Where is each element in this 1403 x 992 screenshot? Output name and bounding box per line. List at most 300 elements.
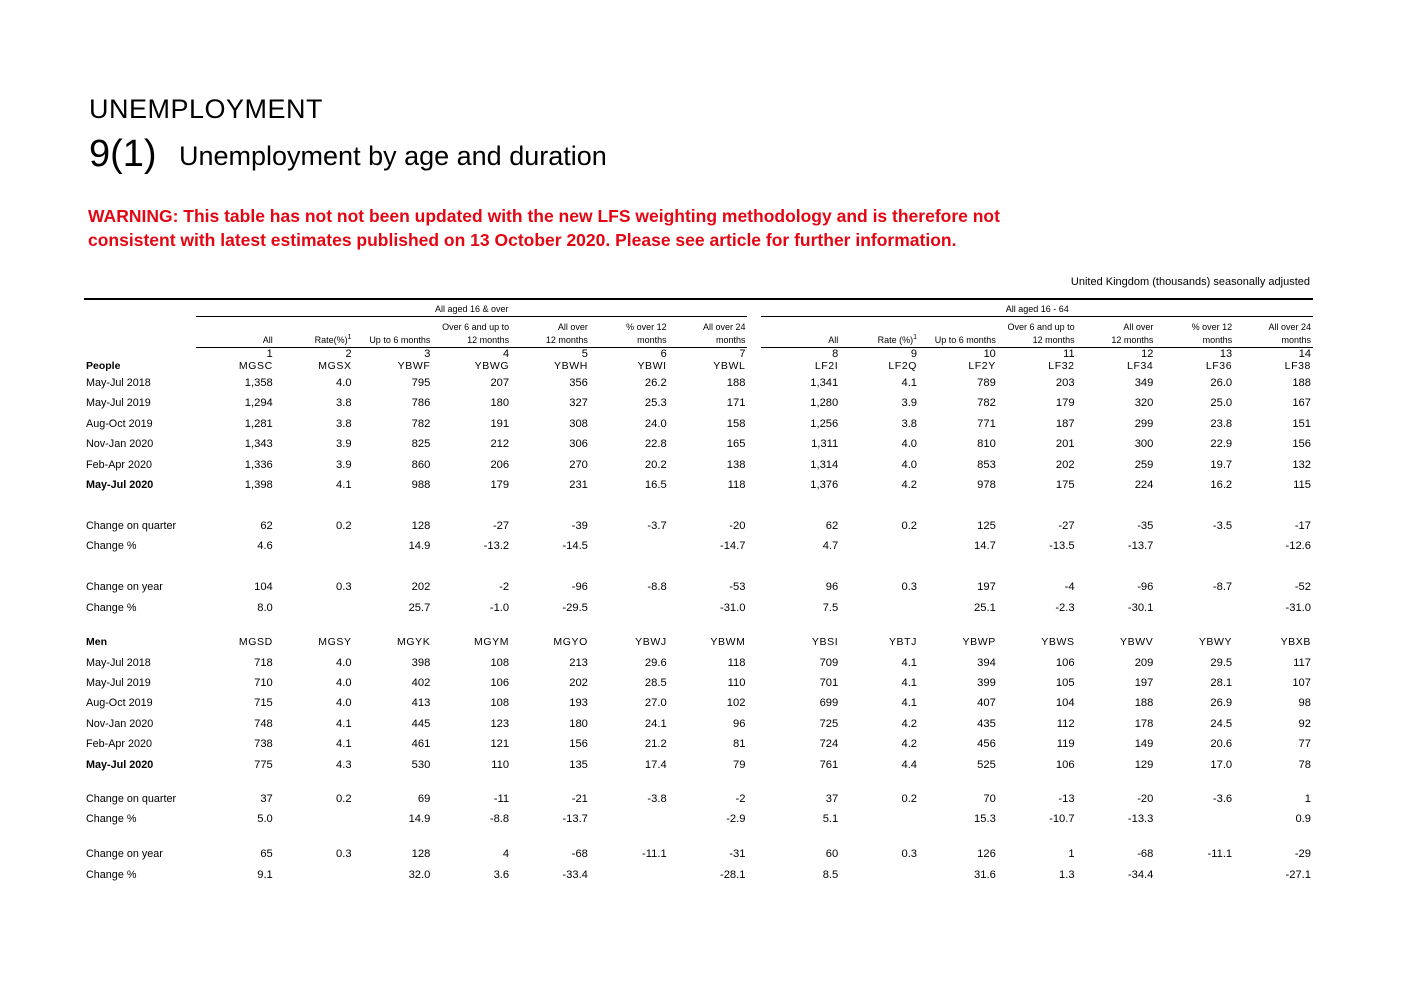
value-cell: 81 bbox=[733, 738, 746, 751]
spacer-cell bbox=[432, 775, 511, 789]
value-cell: 300 bbox=[1134, 438, 1154, 451]
value-cell: -33.4 bbox=[562, 868, 588, 881]
value-cell: -8.8 bbox=[489, 812, 510, 825]
table-row bbox=[84, 393, 1313, 413]
value-cell: 1,314 bbox=[810, 458, 839, 471]
value-cell: 105 bbox=[1055, 676, 1075, 689]
value-cell: 156 bbox=[1292, 438, 1311, 451]
value-cell: 165 bbox=[726, 438, 746, 451]
row-label: May-Jul 2019 bbox=[86, 676, 151, 689]
column-number-row bbox=[84, 348, 1313, 361]
value-cell: 771 bbox=[977, 417, 996, 430]
value-cell: 525 bbox=[977, 758, 996, 771]
value-cell: 188 bbox=[726, 377, 746, 389]
column-header-line: All over 24 bbox=[1268, 322, 1311, 332]
value-cell: 25.1 bbox=[974, 601, 996, 614]
spacer-cell bbox=[1155, 829, 1234, 844]
value-cell: -12.6 bbox=[1285, 540, 1311, 553]
value-cell: 128 bbox=[411, 848, 431, 861]
value-cell: 60 bbox=[825, 848, 839, 861]
value-cell: 110 bbox=[491, 758, 510, 771]
column-header-line: 12 months bbox=[545, 335, 588, 345]
value-cell: 4.1 bbox=[901, 377, 918, 389]
series-code: MGSD bbox=[238, 635, 273, 648]
value-cell: -13.7 bbox=[562, 812, 588, 825]
spacer-cell bbox=[1234, 618, 1313, 632]
value-cell: 151 bbox=[1292, 417, 1311, 430]
section-label: Men bbox=[86, 635, 107, 648]
value-cell: 308 bbox=[569, 417, 588, 430]
value-cell: 119 bbox=[1056, 738, 1075, 751]
spacer-cell bbox=[511, 829, 590, 844]
value-cell: 22.9 bbox=[1210, 438, 1233, 451]
value-cell: 96 bbox=[825, 581, 839, 594]
spacer-cell bbox=[747, 495, 761, 516]
value-cell: -27 bbox=[1058, 519, 1075, 532]
value-cell: 92 bbox=[1298, 717, 1311, 730]
value-cell: -4 bbox=[1064, 581, 1075, 594]
value-cell: 78 bbox=[1298, 758, 1311, 771]
spacer-cell bbox=[919, 557, 998, 578]
value-cell bbox=[590, 598, 669, 618]
value-cell: 21.2 bbox=[644, 738, 667, 751]
value-cell: 4.1 bbox=[336, 738, 352, 751]
table-row bbox=[84, 789, 1313, 809]
value-cell: 306 bbox=[569, 438, 588, 451]
value-cell: 26.2 bbox=[644, 377, 667, 389]
column-gap bbox=[747, 598, 761, 618]
value-cell: -30.1 bbox=[1127, 601, 1154, 614]
value-cell: -31.0 bbox=[719, 601, 746, 614]
group-header-16-64: All aged 16 - 64 bbox=[761, 302, 1313, 317]
value-cell: 104 bbox=[1055, 697, 1075, 710]
spacer-cell bbox=[511, 495, 590, 516]
column-gap bbox=[747, 789, 761, 809]
series-code: MGSX bbox=[318, 360, 352, 372]
row-label: May-Jul 2020 bbox=[86, 479, 154, 492]
value-cell: 14.9 bbox=[408, 540, 431, 553]
spacer-cell bbox=[84, 557, 196, 578]
value-cell bbox=[275, 865, 354, 885]
column-gap bbox=[747, 302, 761, 317]
value-cell: 1,280 bbox=[810, 397, 839, 410]
spacer-row bbox=[84, 557, 1313, 578]
value-cell: -1.0 bbox=[489, 601, 510, 614]
value-cell: 0.2 bbox=[901, 519, 918, 532]
value-cell: 126 bbox=[977, 848, 996, 861]
spacer-cell bbox=[590, 557, 669, 578]
spacer-cell bbox=[1155, 618, 1234, 632]
table-row bbox=[84, 865, 1313, 885]
column-number: 12 bbox=[1077, 348, 1156, 361]
column-header bbox=[919, 317, 998, 348]
value-cell: 320 bbox=[1134, 397, 1154, 410]
series-code: YBWI bbox=[637, 360, 667, 372]
column-gap bbox=[747, 360, 761, 373]
spacer-cell bbox=[747, 618, 761, 632]
value-cell: 4.0 bbox=[901, 458, 918, 471]
value-cell bbox=[590, 865, 669, 885]
value-cell: 202 bbox=[411, 581, 431, 594]
spacer-cell bbox=[1077, 557, 1156, 578]
value-cell: 19.7 bbox=[1210, 458, 1233, 471]
column-number: 14 bbox=[1234, 348, 1313, 361]
value-cell: 115 bbox=[1293, 479, 1311, 492]
value-cell: -2.3 bbox=[1055, 601, 1075, 614]
value-cell: 15.3 bbox=[974, 812, 996, 825]
value-cell: -13.2 bbox=[483, 540, 510, 553]
spacer-cell bbox=[275, 495, 354, 516]
series-code: LF32 bbox=[1048, 360, 1075, 372]
spacer-cell bbox=[998, 829, 1077, 844]
spacer-cell bbox=[275, 618, 354, 632]
row-label: Change on year bbox=[86, 581, 163, 594]
value-cell: 356 bbox=[569, 377, 588, 389]
spacer-row bbox=[84, 775, 1313, 789]
value-cell: 77 bbox=[1298, 738, 1311, 751]
value-cell: 26.0 bbox=[1210, 377, 1233, 389]
column-gap bbox=[747, 434, 761, 454]
value-cell: 1,294 bbox=[244, 397, 273, 410]
value-cell: 23.8 bbox=[1210, 417, 1233, 430]
value-cell: 0.3 bbox=[336, 848, 352, 861]
column-header bbox=[840, 317, 919, 348]
value-cell: 1,343 bbox=[244, 438, 273, 451]
value-cell: 853 bbox=[977, 458, 996, 471]
value-cell: 37 bbox=[260, 792, 273, 805]
units-note: United Kingdom (thousands) seasonally adjusted bbox=[1070, 276, 1310, 288]
column-header bbox=[761, 317, 840, 348]
column-gap bbox=[747, 632, 761, 653]
value-cell bbox=[840, 809, 919, 829]
column-gap bbox=[747, 414, 761, 434]
value-cell: 79 bbox=[733, 758, 746, 771]
value-cell: 1,311 bbox=[811, 438, 839, 451]
value-cell: 108 bbox=[490, 656, 510, 669]
value-cell: 3.8 bbox=[336, 417, 352, 430]
column-header bbox=[1234, 317, 1313, 348]
series-code: YBSI bbox=[811, 635, 839, 648]
spacer-cell bbox=[1234, 495, 1313, 516]
spacer-cell bbox=[511, 618, 590, 632]
value-cell: -13.7 bbox=[1127, 540, 1154, 553]
value-cell: 96 bbox=[733, 717, 746, 730]
value-cell: 4 bbox=[502, 848, 510, 861]
value-cell: 14.9 bbox=[408, 812, 431, 825]
column-gap bbox=[747, 455, 761, 475]
column-header bbox=[669, 317, 748, 348]
spacer-cell bbox=[840, 557, 919, 578]
value-cell: -14.5 bbox=[562, 540, 588, 553]
value-cell: 4.2 bbox=[901, 717, 918, 730]
spacer-cell bbox=[761, 775, 840, 789]
column-gap bbox=[747, 317, 761, 348]
spacer-cell bbox=[432, 495, 511, 516]
series-code: YBXB bbox=[1280, 635, 1311, 648]
value-cell: 135 bbox=[569, 758, 588, 771]
row-label: May-Jul 2018 bbox=[86, 377, 151, 389]
column-gap bbox=[747, 755, 761, 775]
spacer-cell bbox=[919, 775, 998, 789]
column-header-line: months bbox=[637, 335, 667, 345]
value-cell: -21 bbox=[571, 792, 588, 805]
table-row bbox=[84, 598, 1313, 618]
column-header bbox=[1077, 317, 1156, 348]
column-header-line: Over 6 and up to bbox=[1007, 322, 1075, 332]
value-cell: 860 bbox=[411, 458, 431, 471]
value-cell: 3.9 bbox=[336, 458, 352, 471]
spacer-row bbox=[84, 618, 1313, 632]
value-cell: 106 bbox=[1055, 656, 1075, 669]
spacer-cell bbox=[590, 495, 669, 516]
value-cell: 138 bbox=[726, 458, 746, 471]
value-cell: -96 bbox=[571, 581, 588, 594]
value-cell: 435 bbox=[977, 717, 996, 730]
value-cell: 407 bbox=[977, 697, 996, 710]
spacer-cell bbox=[354, 557, 433, 578]
spacer-cell bbox=[1155, 495, 1234, 516]
value-cell: 4.6 bbox=[257, 540, 273, 553]
spacer-cell bbox=[761, 618, 840, 632]
value-cell: 0.3 bbox=[901, 848, 918, 861]
series-code: YBWV bbox=[1120, 635, 1154, 648]
value-cell: 710 bbox=[254, 676, 273, 689]
value-cell: 4.1 bbox=[901, 697, 918, 710]
value-cell: 4.2 bbox=[901, 738, 918, 751]
value-cell: -13 bbox=[1058, 792, 1075, 805]
value-cell: 4.1 bbox=[336, 717, 352, 730]
value-cell: -20 bbox=[729, 519, 746, 532]
series-code: LF36 bbox=[1205, 360, 1233, 372]
value-cell: 106 bbox=[490, 676, 510, 689]
value-cell: 129 bbox=[1134, 758, 1154, 771]
value-cell: 709 bbox=[819, 656, 839, 669]
spacer-cell bbox=[432, 829, 511, 844]
spacer-cell bbox=[840, 775, 919, 789]
value-cell: 180 bbox=[569, 717, 588, 730]
value-cell: 231 bbox=[569, 479, 588, 492]
spacer-cell bbox=[432, 557, 511, 578]
value-cell: 25.0 bbox=[1210, 397, 1233, 410]
value-cell: 117 bbox=[1293, 656, 1311, 669]
value-cell: 789 bbox=[977, 377, 996, 389]
value-cell: 1,341 bbox=[810, 377, 839, 389]
series-code: YBWY bbox=[1198, 635, 1233, 648]
spacer-cell bbox=[84, 829, 196, 844]
value-cell: 5.0 bbox=[257, 812, 273, 825]
spacer-cell bbox=[432, 618, 511, 632]
series-code: MGSY bbox=[318, 635, 352, 648]
spacer-cell bbox=[354, 495, 433, 516]
spacer-cell bbox=[275, 775, 354, 789]
value-cell: 25.3 bbox=[644, 397, 667, 410]
row-label: May-Jul 2019 bbox=[86, 397, 151, 410]
value-cell: 3.9 bbox=[336, 438, 352, 451]
value-cell: -8.8 bbox=[647, 581, 667, 594]
value-cell: 29.5 bbox=[1210, 656, 1233, 669]
table-row bbox=[84, 844, 1313, 864]
value-cell: 4.1 bbox=[901, 656, 918, 669]
spacer-cell bbox=[761, 557, 840, 578]
value-cell: 0.2 bbox=[336, 519, 352, 532]
value-cell bbox=[840, 536, 919, 556]
spacer-cell bbox=[919, 618, 998, 632]
column-header-line: Rate (%) bbox=[877, 335, 914, 345]
value-cell: -68 bbox=[571, 848, 588, 861]
value-cell bbox=[275, 809, 354, 829]
value-cell: 701 bbox=[819, 676, 839, 689]
value-cell: 132 bbox=[1292, 458, 1311, 471]
value-cell: 197 bbox=[1134, 676, 1154, 689]
column-header bbox=[354, 317, 433, 348]
table-row bbox=[84, 809, 1313, 829]
spacer-cell bbox=[1077, 829, 1156, 844]
table-row bbox=[84, 755, 1313, 775]
column-header-line: Up to 6 months bbox=[369, 335, 431, 345]
value-cell: 32.0 bbox=[408, 868, 431, 881]
value-cell: 31.6 bbox=[974, 868, 996, 881]
value-cell: 16.2 bbox=[1210, 479, 1233, 492]
column-gap bbox=[747, 844, 761, 864]
column-header bbox=[590, 317, 669, 348]
spacer-cell bbox=[1077, 495, 1156, 516]
column-gap bbox=[747, 536, 761, 556]
value-cell: 70 bbox=[983, 792, 996, 805]
value-cell: 118 bbox=[727, 479, 746, 492]
value-cell: 5.1 bbox=[822, 812, 839, 825]
value-cell: -20 bbox=[1137, 792, 1154, 805]
value-cell: 4.0 bbox=[901, 438, 918, 451]
value-cell: -27 bbox=[492, 519, 510, 532]
series-code: LF38 bbox=[1284, 360, 1311, 372]
empty-cell bbox=[84, 317, 196, 348]
value-cell: 4.3 bbox=[336, 758, 352, 771]
spacer-cell bbox=[354, 775, 433, 789]
spacer-cell bbox=[840, 618, 919, 632]
warning-message: WARNING: This table has not not been updated with the new LFS weighting methodology and is therefore not consistent with latest estimates published on 13 October 2020. Please see article for further information. bbox=[88, 206, 1000, 250]
value-cell: 212 bbox=[490, 438, 510, 451]
spacer-cell bbox=[1077, 618, 1156, 632]
column-header-line: Up to 6 months bbox=[934, 335, 996, 345]
row-label: Change % bbox=[86, 540, 137, 553]
value-cell: -14.7 bbox=[719, 540, 746, 553]
value-cell: 3.8 bbox=[901, 417, 918, 430]
row-label: Change on quarter bbox=[86, 519, 177, 532]
value-cell: 0.3 bbox=[336, 581, 352, 594]
column-number: 1 bbox=[196, 348, 275, 361]
value-cell: 398 bbox=[411, 656, 431, 669]
table-row bbox=[84, 414, 1313, 434]
value-cell: 1,358 bbox=[244, 377, 273, 389]
spacer-row bbox=[84, 495, 1313, 516]
column-header bbox=[196, 317, 275, 348]
value-cell: 179 bbox=[490, 479, 510, 492]
column-header-line: months bbox=[1281, 335, 1311, 345]
spacer-cell bbox=[1077, 775, 1156, 789]
value-cell: 394 bbox=[977, 656, 996, 669]
value-cell: 98 bbox=[1298, 697, 1311, 710]
column-number: 7 bbox=[669, 348, 748, 361]
value-cell: -2.9 bbox=[726, 812, 746, 825]
empty-cell bbox=[84, 302, 196, 317]
spacer-cell bbox=[919, 495, 998, 516]
value-cell: 62 bbox=[260, 519, 273, 532]
value-cell: 738 bbox=[254, 738, 273, 751]
value-cell: 4.7 bbox=[822, 540, 839, 553]
value-cell bbox=[275, 598, 354, 618]
spacer-cell bbox=[1155, 775, 1234, 789]
value-cell: 1,376 bbox=[810, 479, 839, 492]
value-cell: 206 bbox=[490, 458, 510, 471]
column-header-line: months bbox=[715, 335, 746, 345]
value-cell: 193 bbox=[569, 697, 588, 710]
column-gap bbox=[747, 653, 761, 673]
value-cell: 7.5 bbox=[822, 601, 839, 614]
series-code: LF34 bbox=[1127, 360, 1154, 372]
series-code: YBWJ bbox=[635, 635, 667, 648]
spacer-cell bbox=[1234, 829, 1313, 844]
value-cell bbox=[275, 536, 354, 556]
value-cell: -3.7 bbox=[647, 519, 667, 532]
table-row bbox=[84, 673, 1313, 693]
series-code-row bbox=[84, 360, 1313, 373]
value-cell: 187 bbox=[1055, 417, 1075, 430]
spacer-cell bbox=[354, 829, 433, 844]
table-row bbox=[84, 373, 1313, 393]
table-number: 9(1) bbox=[89, 133, 157, 175]
column-header-line: % over 12 bbox=[1191, 322, 1233, 332]
value-cell: 8.0 bbox=[257, 601, 273, 614]
column-gap bbox=[747, 348, 761, 361]
table-row bbox=[84, 653, 1313, 673]
series-code: YBWG bbox=[474, 360, 510, 372]
value-cell: 786 bbox=[411, 397, 431, 410]
value-cell: 121 bbox=[490, 738, 510, 751]
row-label: Nov-Jan 2020 bbox=[86, 438, 154, 451]
column-header-line: months bbox=[1202, 335, 1233, 345]
row-label: Change % bbox=[86, 601, 137, 614]
value-cell: -3.6 bbox=[1212, 792, 1233, 805]
value-cell: 179 bbox=[1055, 397, 1075, 410]
value-cell: 112 bbox=[1056, 717, 1075, 730]
series-code: MGYO bbox=[553, 635, 588, 648]
value-cell: 1,336 bbox=[244, 458, 273, 471]
spacer-cell bbox=[1234, 557, 1313, 578]
table-row bbox=[84, 475, 1313, 495]
value-cell bbox=[1155, 865, 1234, 885]
value-cell: 978 bbox=[977, 479, 996, 492]
value-cell: 724 bbox=[819, 738, 839, 751]
series-code: YBWP bbox=[962, 635, 996, 648]
spacer-cell bbox=[511, 775, 590, 789]
table-row bbox=[84, 734, 1313, 754]
spacer-cell bbox=[196, 775, 275, 789]
column-number: 2 bbox=[275, 348, 354, 361]
column-gap bbox=[747, 693, 761, 713]
column-gap bbox=[747, 516, 761, 536]
column-number: 11 bbox=[998, 348, 1077, 361]
table-title: Unemployment by age and duration bbox=[179, 141, 607, 171]
value-cell: 20.6 bbox=[1210, 738, 1233, 751]
column-number: 10 bbox=[919, 348, 998, 361]
spacer-cell bbox=[1234, 775, 1313, 789]
value-cell: 795 bbox=[411, 377, 431, 389]
row-label: Feb-Apr 2020 bbox=[86, 738, 153, 751]
value-cell: 0.2 bbox=[901, 792, 918, 805]
value-cell bbox=[1155, 598, 1234, 618]
value-cell: 16.5 bbox=[644, 479, 667, 492]
value-cell: 1,256 bbox=[810, 417, 839, 430]
